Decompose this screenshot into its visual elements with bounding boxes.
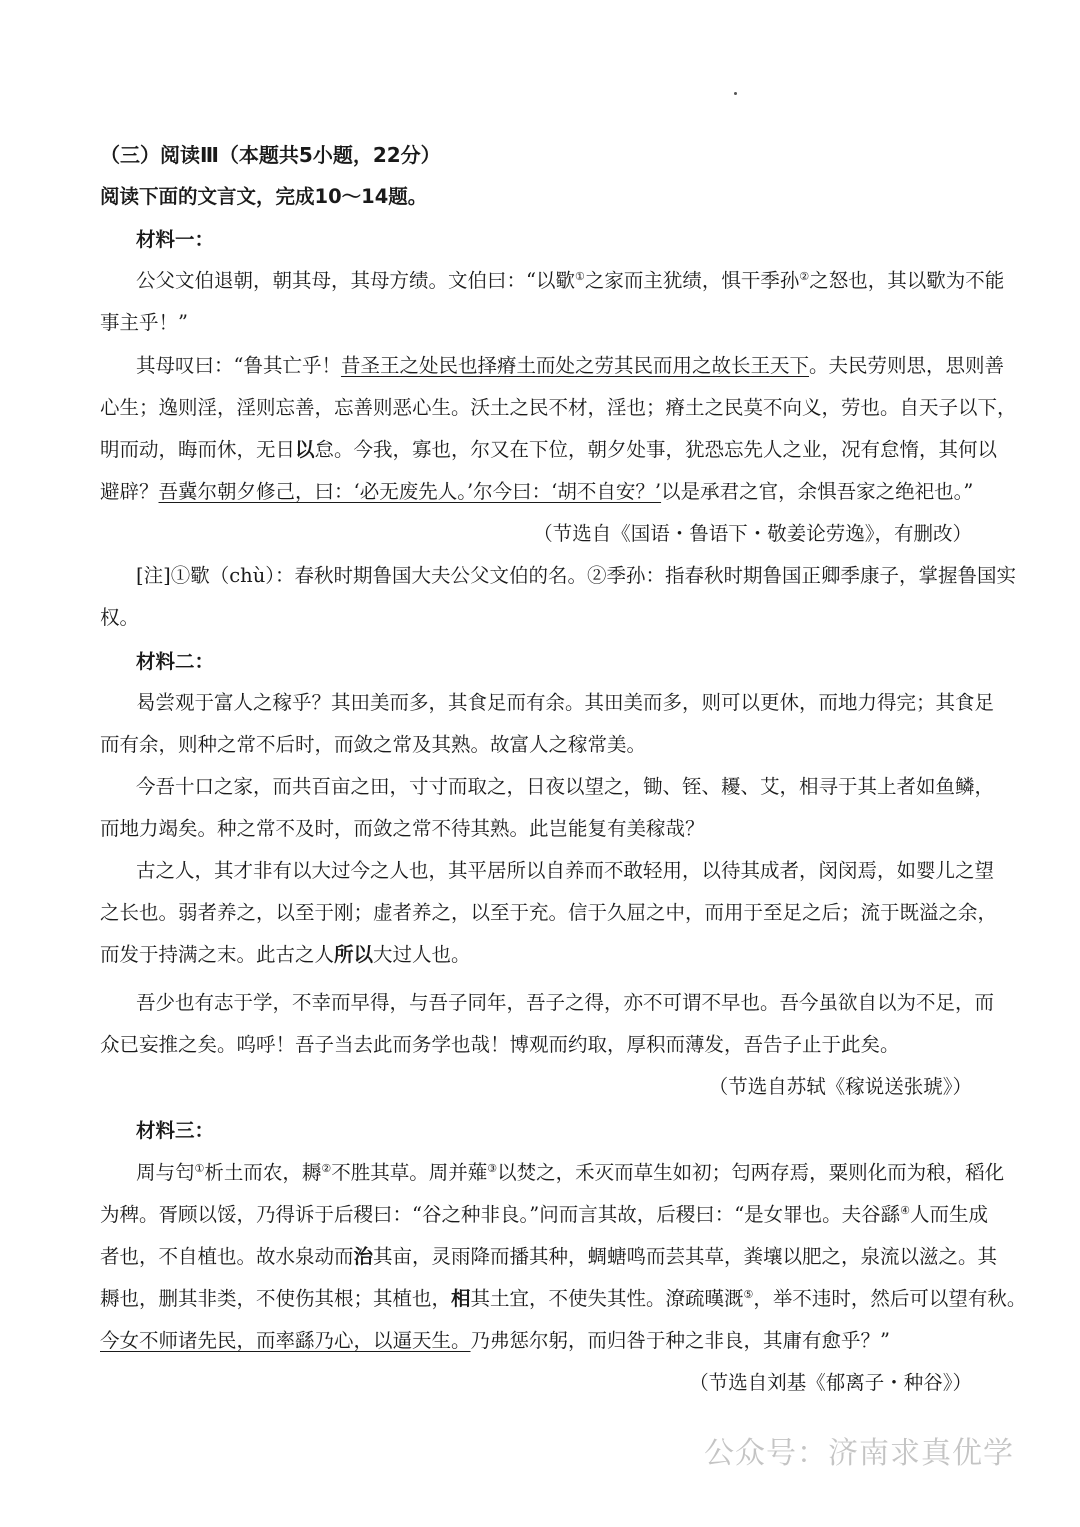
- emphasized-word: 相: [451, 1287, 471, 1310]
- material-3-line-5: 今女不师诸先民，而率繇乃心，以逼天生。乃弗惩尔躬，而归咎于种之非良，其庸有愈乎？”: [100, 1329, 890, 1352]
- material-3-line-1: 周与匄①析土而农，耨②不胜其草。周并薙③以焚之，禾灭而草生如初；匄两存焉，粟则化而为稂，稻化: [136, 1161, 1005, 1184]
- material-1-paragraph-2-line-4: 避辟？吾冀尔朝夕修己，曰：‘必无废先人。’尔今曰：‘胡不自安？’以是承君之官，余惧吾家之绝祀也。”: [100, 480, 974, 503]
- underlined-sentence: 今女不师诸先民，而率繇乃心，以逼天生。: [100, 1329, 471, 1352]
- material-2-paragraph-2-line-1: 今吾十口之家，而共百亩之田，寸寸而取之，日夜以望之，锄、铚、耰、艾，相寻于其上者如鱼鳞，: [136, 775, 995, 798]
- material-2-label: 材料二：: [136, 650, 215, 673]
- material-2-paragraph-4-line-2: 众已妄推之矣。呜呼！吾子当去此而务学也哉！博观而约取，厚积而薄发，吾告子止于此矣。: [100, 1033, 900, 1056]
- footnote-marker: ①: [574, 270, 585, 283]
- material-3-line-3: 者也，不自植也。故水泉动而治其亩，灵雨降而播其种，蜩螗鸣而芸其草，粪壤以肥之，泉流以滋之。其: [100, 1245, 998, 1268]
- material-2-source: （节选自苏轼《稼说送张琥》）: [708, 1075, 972, 1098]
- footnote-marker: ②: [799, 270, 810, 283]
- material-3-label: 材料三：: [136, 1119, 215, 1142]
- material-1-label: 材料一：: [136, 228, 215, 251]
- reading-instruction: 阅读下面的文言文，完成10～14题。: [100, 185, 428, 208]
- material-1-paragraph-1-line-2: 事主乎！”: [100, 311, 188, 334]
- material-1-source: （节选自《国语・鲁语下・敬姜论劳逸》，有删改）: [533, 522, 972, 545]
- material-2-paragraph-1-line-2: 而有余，则种之常不后时，而敛之常及其熟。故富人之稼常美。: [100, 733, 647, 756]
- material-1-paragraph-1-line-1: 公父文伯退朝，朝其母，其母方绩。文伯曰：“以歜①之家而主犹绩，惧干季孙②之怒也，其以歜为不能: [136, 269, 1005, 292]
- scan-speck: [734, 92, 737, 95]
- footnote-marker: ④: [900, 1204, 911, 1217]
- emphasized-word: 治: [353, 1245, 374, 1268]
- material-2-paragraph-3-line-1: 古之人，其才非有以大过今之人也，其平居所以自养而不敢轻用，以待其成者，闵闵焉，如婴儿之望: [136, 859, 995, 882]
- footnote-marker: ②: [321, 1162, 332, 1175]
- account-watermark: 公众号：济南求真优学: [704, 1436, 1014, 1471]
- footnote-marker: ⑤: [743, 1288, 754, 1301]
- material-3-line-4: 耨也，删其非类，不使伤其根；其植也，相其土宜，不使失其性。潦疏暵溉⑤，举不违时，然后可以望有秋。: [100, 1287, 1027, 1310]
- material-1-paragraph-2-line-2: 心生；逸则淫，淫则忘善，忘善则恶心生。沃土之民不材，淫也；瘠土之民莫不向义，劳也。自天子以下，: [100, 396, 1017, 419]
- material-2-paragraph-4-line-1: 吾少也有志于学，不幸而早得，与吾子同年，吾子之得，亦不可谓不早也。吾今虽欲自以为不足，而: [136, 991, 995, 1014]
- material-1-paragraph-2-line-3: 明而动，晦而休，无日以怠。今我，寡也，尔又在下位，朝夕处事，犹恐忘先人之业，况有怠惰，其何以: [100, 438, 998, 461]
- material-1-notes-line-1: [注]①歜（chù）：春秋时期鲁国大夫公父文伯的名。②季孙：指春秋时期鲁国正卿季康子，掌握鲁国实: [136, 564, 1017, 587]
- emphasized-word: 以: [295, 438, 315, 461]
- underlined-sentence: 昔圣王之处民也择瘠土而处之劳其民而用之故长王天下: [340, 354, 809, 377]
- emphasized-word: 所以: [334, 943, 374, 966]
- section-title: （三）阅读Ⅲ（本题共5小题，22分）: [100, 143, 441, 167]
- material-2-paragraph-2-line-2: 而地力竭矣。种之常不及时，而敛之常不待其熟。此岂能复有美稼哉？: [100, 817, 705, 840]
- material-2-paragraph-3-line-3: 而发于持满之末。此古之人所以大过人也。: [100, 943, 471, 966]
- underlined-sentence: 吾冀尔朝夕修己，曰：‘必无废先人。’尔今曰：‘胡不自安？’: [158, 480, 662, 503]
- material-3-line-2: 为稗。胥顾以馁，乃得诉于后稷曰：“谷之种非良。”问而言其故，后稷曰：“是女罪也。夫谷繇④人而生成: [100, 1203, 989, 1226]
- material-1-paragraph-2-line-1: 其母叹曰：“鲁其亡乎！昔圣王之处民也择瘠土而处之劳其民而用之故长王天下。夫民劳则思，思则善: [136, 354, 1005, 377]
- footnote-marker: ①: [194, 1162, 205, 1175]
- footnote-marker: ③: [487, 1162, 498, 1175]
- material-2-paragraph-1-line-1: 曷尝观于富人之稼乎？其田美而多，其食足而有余。其田美而多，则可以更休，而地力得完；其食足: [136, 691, 995, 714]
- material-3-source: （节选自刘基《郁离子・种谷》）: [689, 1371, 972, 1394]
- material-1-notes-line-2: 权。: [100, 606, 140, 629]
- material-2-paragraph-3-line-2: 之长也。弱者养之，以至于刚；虚者养之，以至于充。信于久屈之中，而用于至足之后；流于既溢之余，: [100, 901, 998, 924]
